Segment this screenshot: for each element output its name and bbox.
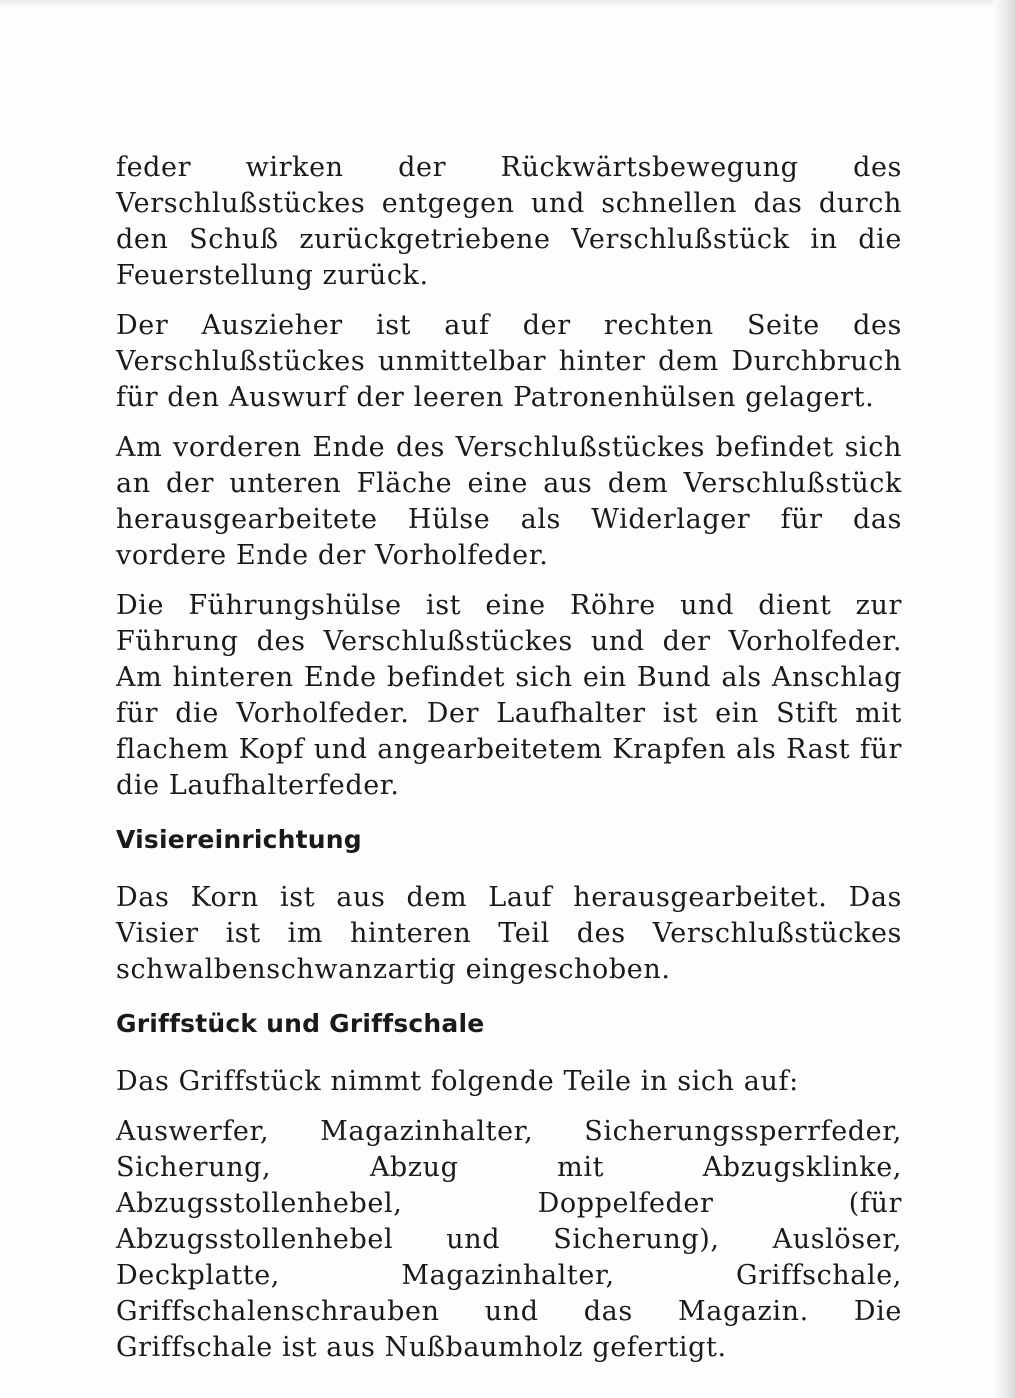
paragraph-griffstueck-parts: Auswerfer, Magazinhalter, Sicherungssperrfeder, Sicherung, Abzug mit Abzugsklinke, Abzugsstollenhebel, Doppelfeder (für Abzugsstollenhebel und Sicherung), Auslöser, Deckplatte, Magazinhalter, Griffschale, Griffschalenschrauben und das Magazin. Die Griffschale ist aus Nußbaumholz gefertigt. bbox=[116, 1116, 902, 1363]
paragraph-fuehrungshuelse: Die Führungshülse ist eine Röhre und dient zur Führung des Verschlußstückes und der Vorholfeder. Am hinteren Ende befindet sich ein Bund als Anschlag für die Vorholfeder. Der Laufhalter ist ein Stift mit flachem Kopf und angearbeitetem Krapfen als Rast für die Laufhalterfeder. bbox=[116, 590, 902, 801]
paragraph-vorholfeder: feder wirken der Rückwärtsbewegung des Verschlußstückes entgegen und schnellen das durch den Schuß zurückgetriebene Verschlußstück in die Feuerstellung zurück. bbox=[116, 152, 902, 291]
page-right-shadow bbox=[993, 0, 1015, 1398]
paragraph-griffstueck-intro: Das Griffstück nimmt folgende Teile in sich auf: bbox=[116, 1066, 799, 1097]
heading-visiereinrichtung: Visiereinrichtung bbox=[116, 825, 362, 854]
paragraph-auszieher: Der Auszieher ist auf der rechten Seite des Verschlußstückes unmittelbar hinter dem Durchbruch für den Auswurf der leeren Patronenhülsen gelagert. bbox=[116, 310, 902, 413]
page-content bbox=[116, 150, 902, 1380]
paragraph-widerlager: Am vorderen Ende des Verschlußstückes befindet sich an der unteren Fläche eine aus dem Verschlußstück herausgearbeitete Hülse als Widerlager für das vordere Ende der Vorholfeder. bbox=[116, 432, 902, 571]
heading-griffstueck: Griffstück und Griffschale bbox=[116, 1009, 485, 1038]
page-top-shadow bbox=[0, 0, 1015, 8]
paragraph-visier: Das Korn ist aus dem Lauf herausgearbeitet. Das Visier ist im hinteren Teil des Verschlußstückes schwalbenschwanzartig eingeschoben. bbox=[116, 882, 902, 985]
